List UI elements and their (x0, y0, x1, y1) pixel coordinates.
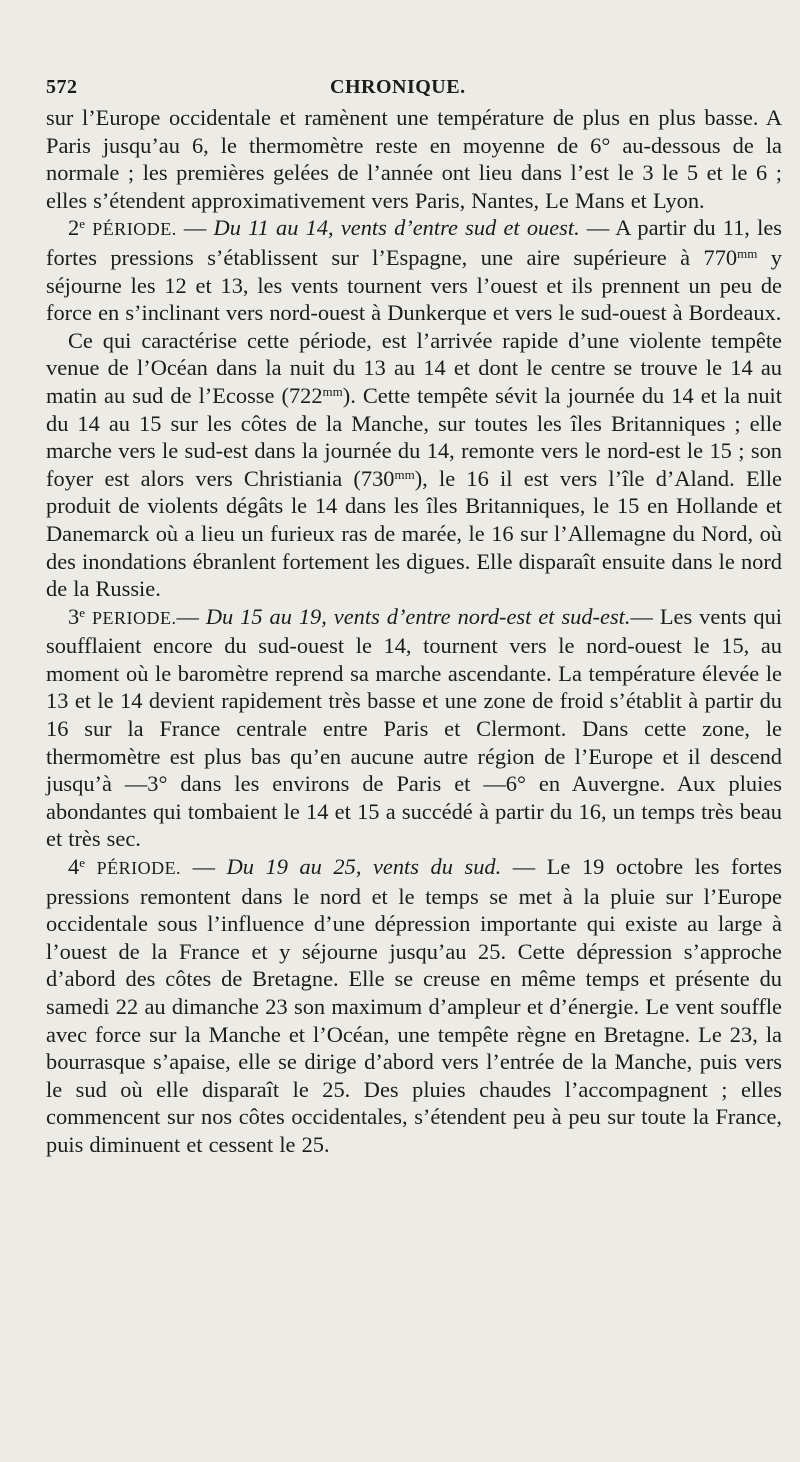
paragraph-text: — Le 19 octobre les fortes pressions remontent dans le nord et le temps se met à la pluie sur l’Europe occidentale sous l’influence d’une dépression importante qui existe au large à l’ouest de la France et y séjourne jusqu’au 25. Cette dépression s’approche d’abord des côtes de Bretagne. Elle se creuse en même temps et présente du samedi 22 au dimanche 23 son maximum d’ampleur et d’énergie. Le vent souffle avec force sur la Manche et l’Océan, une tempête règne en Bretagne. Le 23, la bourrasque s’apaise, elle se dirige d’abord vers l’entrée de la Manche, puis vers le sud où elle disparaît le 25. Des pluies chaudes l’accompagnent ; elles commencent sur nos côtes occidentales, s’étendent peu à peu sur toute la France, puis diminuent et cessent le 25. (46, 854, 782, 1157)
periode-number: 4 (68, 854, 80, 880)
unit-superscript: mm (322, 383, 343, 399)
paragraph-text: sur l’Europe occidentale et ramènent une température de plus en plus basse. A Paris jusqu’au 6, le thermomètre reste en moyenne de 6° au-dessous de la normale ; les premières gelées de l’année ont lieu dans l’est le 3 le 5 et le 6 ; elles s’étendent approximativement vers Paris, Nantes, Le Mans et Lyon. (46, 105, 782, 213)
page-number: 572 (46, 76, 78, 98)
periode-label: PERIODE. (91, 607, 177, 628)
periode-superscript: e (79, 855, 85, 871)
periode-number: 2 (68, 215, 80, 241)
paragraph-text: — A partir du 11, les fortes pressions s’établissent sur l’Espagne, une aire supérieure à 770 (46, 215, 782, 270)
periode-title: Du 11 au 14, vents d’entre sud et ouest. (213, 215, 580, 241)
paragraph-text: ), le 16 il est vers l’île d’Aland. Elle produit de violents dégâts le 14 dans les îles Britanniques, le 15 en Hollande et Danemarck où a lieu un furieux ras de marée, le 16 sur l’Allemagne du Nord, où des inondations ébranlent fortement les digues. Elle disparaît ensuite dans le nord de la Russie. (46, 465, 782, 602)
running-title: CHRONIQUE. (330, 76, 466, 98)
page-body (46, 104, 782, 1159)
paragraph-text: y séjourne les 12 et 13, les vents tournent vers l’ouest et ils prennent un peu de force en s’inclinant vers nord-ouest à Dunkerque et vers le sud-ouest à Bordeaux. (46, 244, 782, 326)
periode-label: PÉRIODE. (92, 219, 177, 240)
paragraph-periode-4 (46, 853, 782, 1159)
paragraph-periode-2 (46, 214, 782, 326)
unit-superscript: mm (737, 245, 758, 261)
periode-superscript: e (79, 216, 85, 232)
paragraph-text: Ce qui caractérise cette période, est l’arrivée rapide d’une violente tempête venue de l’Océan dans la nuit du 13 au 14 et dont le centre se trouve le 14 au matin au sud de l’Ecosse (722 (46, 327, 782, 408)
periode-dash: — (181, 854, 227, 880)
paragraph-periode-3 (46, 603, 782, 853)
paragraph-continuation (46, 104, 782, 214)
paragraph-text: — Les vents qui soufflaient encore du sud-ouest le 14, tournent vers le nord-ouest le 15, au moment où le baromètre reprend sa marche ascendante. La température élevée le 13 et le 14 devient rapidement très basse et une zone de froid s’établit à partir du 16 sur la France centrale entre Paris et Clermont. Dans cette zone, le thermomètre est plus bas qu’en aucune autre région de l’Europe et il descend jusqu’à —3° dans les environs de Paris et —6° en Auvergne. Aux pluies abondantes qui tombaient le 14 et 15 a succédé à partir du 16, un temps très beau et très sec. (46, 603, 782, 852)
periode-label: PÉRIODE. (96, 858, 182, 879)
periode-number: 3 (68, 603, 80, 629)
periode-title: Du 15 au 19, vents d’entre nord-est et sud-est. (205, 603, 631, 629)
unit-superscript: mm (394, 466, 415, 482)
periode-dash: — (176, 215, 214, 241)
paragraph-text: ). Cette tempête sévit la journée du 14 et la nuit du 14 au 15 sur les côtes de la Manche, sur toutes les îles Britanniques ; elle marche vers le sud-est dans la journée du 14, remonte vers le nord-est le 15 ; son foyer est alors vers Christiania (730 (46, 382, 782, 491)
periode-dash: — (176, 603, 206, 629)
periode-title: Du 19 au 25, vents du sud. (226, 854, 502, 880)
paragraph-tempete (46, 327, 782, 603)
page-header (46, 70, 782, 104)
periode-superscript: e (79, 604, 85, 620)
